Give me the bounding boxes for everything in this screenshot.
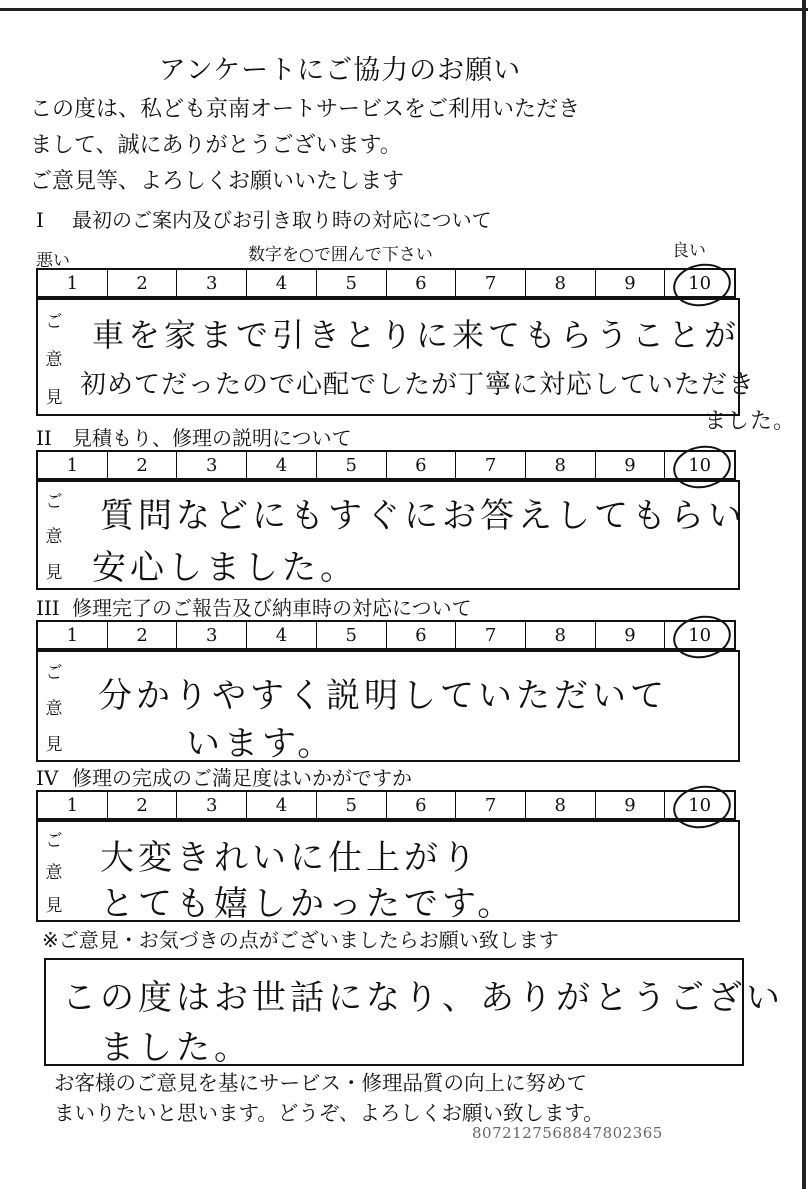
rating-option[interactable]: [595, 792, 665, 818]
rating-number: 4: [275, 794, 288, 816]
rating-scale-2[interactable]: [36, 450, 736, 480]
rating-option[interactable]: [386, 792, 456, 818]
section-1-title-text: 最初のご案内及びお引き取り時の対応について: [72, 208, 492, 232]
rating-number: 1: [66, 794, 79, 816]
rating-number: 8: [554, 454, 566, 476]
rating-number: 3: [206, 454, 218, 476]
handwritten-comment: 安心しました。: [92, 548, 358, 588]
rating-number: 6: [415, 454, 427, 476]
rating-number: 4: [275, 624, 288, 646]
rating-option[interactable]: [176, 792, 246, 818]
footer-line: お客様のご意見を基にサービス・修理品質の向上に努めて: [54, 1071, 587, 1095]
intro-line: ご意見等、よろしくお願いいたします: [30, 169, 405, 194]
rating-option[interactable]: [525, 622, 595, 648]
comment-label-char: ご: [45, 492, 63, 513]
intro-line: この度は、私ども京南オートサービスをご利用いただき: [30, 97, 581, 122]
rating-option[interactable]: [107, 452, 177, 478]
rating-number: 9: [624, 454, 636, 476]
rating-number: 3: [206, 272, 218, 294]
handwritten-comment: 分かりやすく説明していただいて: [98, 676, 668, 716]
rating-option[interactable]: [107, 622, 177, 648]
comment-label-char: 見: [45, 387, 63, 408]
rating-number: 1: [66, 272, 79, 294]
rating-scale-3[interactable]: [36, 620, 736, 650]
rating-option[interactable]: [455, 622, 525, 648]
rating-number: 3: [206, 624, 218, 646]
rating-number: 9: [624, 794, 636, 816]
rating-option[interactable]: [664, 452, 734, 478]
handwritten-comment: います。: [186, 724, 336, 764]
scale-instruction: 数字を○で囲んで下さい: [248, 245, 433, 265]
scan-right-edge: [802, 0, 806, 1189]
comment-label-char: ご: [45, 662, 63, 683]
comment-label-char: 見: [45, 734, 63, 755]
rating-option[interactable]: [316, 452, 386, 478]
rating-number: 2: [136, 794, 148, 816]
comment-label: [38, 482, 70, 588]
rating-number: 10: [688, 454, 712, 476]
handwritten-comment: とても嬉しかったです。: [100, 884, 516, 924]
section-3-title: [36, 592, 472, 621]
handwritten-comment: 大変きれいに仕上がり: [100, 838, 480, 878]
handwritten-comment: 質問などにもすぐにお答えしてもらい: [100, 496, 746, 536]
section-4-title-text: 修理の完成のご満足度はいかがですか: [72, 766, 412, 790]
rating-number: 5: [345, 454, 357, 476]
rating-option[interactable]: [525, 270, 595, 296]
rating-option[interactable]: [246, 622, 316, 648]
rating-option[interactable]: [386, 622, 456, 648]
rating-number: 3: [206, 794, 218, 816]
rating-option[interactable]: [316, 622, 386, 648]
comment-label: [38, 822, 70, 920]
section-2-title-text: 見積もり、修理の説明について: [72, 426, 352, 450]
rating-number: 5: [345, 794, 357, 816]
comment-label-char: 意: [45, 349, 63, 370]
rating-option[interactable]: [107, 792, 177, 818]
section-4-title: [36, 762, 412, 791]
rating-number: 5: [345, 624, 357, 646]
rating-number: 10: [688, 794, 712, 816]
rating-option[interactable]: [38, 792, 107, 818]
document-code: 807212756884780236​5: [472, 1124, 663, 1142]
rating-option[interactable]: [107, 270, 177, 296]
rating-number: 1: [66, 624, 79, 646]
footer-text: [54, 1068, 604, 1128]
rating-number: 8: [554, 624, 566, 646]
rating-option[interactable]: [525, 792, 595, 818]
handwritten-comment: この度はお世話になり、ありがとうござい: [62, 978, 784, 1018]
handwritten-comment: 初めてだったので心配でしたが丁寧に対応していただき: [80, 370, 756, 400]
comment-label: [38, 300, 70, 414]
rating-option[interactable]: [176, 270, 246, 296]
rating-number: 1: [66, 454, 79, 476]
rating-number: 7: [484, 794, 497, 816]
rating-number: 8: [554, 794, 566, 816]
scale-bad-label: 悪い: [36, 251, 70, 271]
section-2-roman: II: [36, 426, 52, 450]
comment-label-char: 意: [45, 527, 63, 548]
rating-option[interactable]: [525, 452, 595, 478]
section-1-title: [36, 204, 492, 233]
rating-number: 10: [688, 624, 712, 646]
rating-option[interactable]: [595, 270, 665, 296]
rating-number: 5: [345, 272, 357, 294]
rating-number: 7: [484, 624, 497, 646]
rating-option[interactable]: [455, 270, 525, 296]
rating-option[interactable]: [595, 622, 665, 648]
rating-option[interactable]: [595, 452, 665, 478]
comment-label-char: 見: [45, 562, 63, 583]
comment-label-char: 意: [45, 698, 63, 719]
rating-option[interactable]: [316, 792, 386, 818]
form-title: アンケートにご協力のお願い: [158, 55, 522, 86]
comment-label-char: ご: [45, 830, 63, 851]
rating-number: 4: [275, 454, 288, 476]
rating-number: 2: [136, 272, 148, 294]
rating-number: 9: [624, 624, 636, 646]
section-3-roman: III: [36, 596, 60, 620]
rating-number: 7: [484, 272, 497, 294]
rating-option[interactable]: [38, 622, 107, 648]
section-2-title: [36, 422, 352, 451]
rating-scale-1[interactable]: [36, 268, 736, 298]
scale-good-label: 良い: [672, 241, 706, 261]
comment-label: [38, 652, 70, 760]
rating-option[interactable]: [386, 452, 456, 478]
intro-text: [30, 92, 580, 200]
rating-option[interactable]: [38, 270, 107, 296]
rating-number: 2: [136, 624, 148, 646]
rating-option[interactable]: [455, 452, 525, 478]
rating-number: 8: [554, 272, 566, 294]
comment-label-char: ご: [45, 311, 63, 332]
rating-option[interactable]: [386, 270, 456, 296]
handwritten-comment: ました。: [704, 409, 797, 434]
comment-label-char: 見: [45, 896, 63, 917]
intro-line: まして、誠にありがとうございます。: [30, 133, 402, 158]
rating-option[interactable]: [246, 792, 316, 818]
comment-label-char: 意: [45, 863, 63, 884]
rating-option[interactable]: [246, 270, 316, 296]
handwritten-comment: 車を家まで引きとりに来てもらうことが: [92, 316, 741, 354]
rating-number: 2: [136, 454, 148, 476]
rating-number: 6: [415, 794, 427, 816]
rating-option[interactable]: [316, 270, 386, 296]
section-4-roman: IV: [36, 766, 59, 790]
section-1-roman: I: [36, 208, 44, 232]
rating-number: 4: [275, 272, 288, 294]
rating-number: 7: [484, 454, 497, 476]
rating-option[interactable]: [176, 622, 246, 648]
rating-number: 6: [415, 272, 427, 294]
footer-line: まいりたいと思います。どうぞ、よろしくお願い致します。: [54, 1101, 604, 1125]
rating-number: 9: [624, 272, 636, 294]
rating-option[interactable]: [664, 792, 734, 818]
free-comment-title: ※ご意見・お気づきの点がございましたらお願い致します: [42, 928, 559, 952]
rating-option[interactable]: [176, 452, 246, 478]
rating-option[interactable]: [664, 270, 734, 296]
rating-option[interactable]: [38, 452, 107, 478]
handwritten-comment: ました。: [100, 1028, 252, 1068]
section-3-title-text: 修理完了のご報告及び納車時の対応について: [72, 596, 472, 620]
rating-scale-4[interactable]: [36, 790, 736, 820]
rating-option[interactable]: [455, 792, 525, 818]
rating-option[interactable]: [664, 622, 734, 648]
rating-number: 10: [688, 272, 712, 294]
rating-option[interactable]: [246, 452, 316, 478]
rating-number: 6: [415, 624, 427, 646]
scan-top-edge: [0, 8, 808, 11]
